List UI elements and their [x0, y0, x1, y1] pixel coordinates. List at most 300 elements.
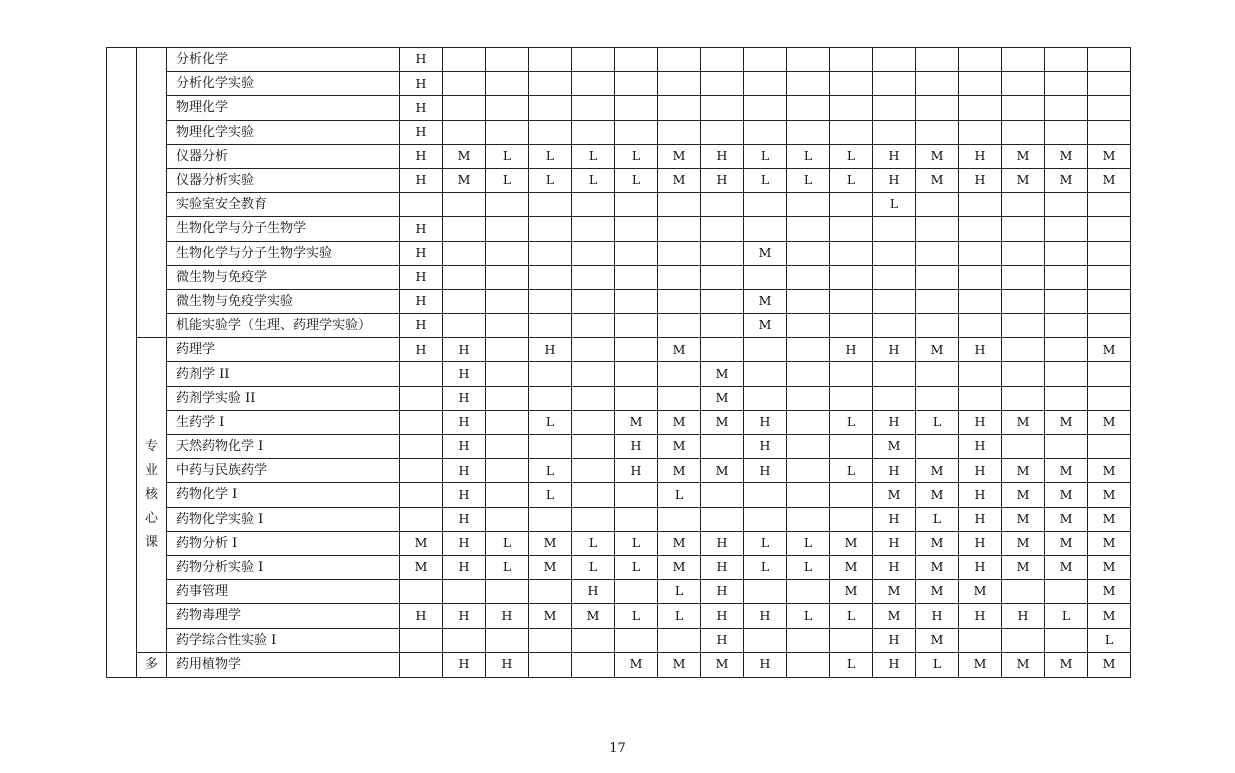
- level-cell: [1002, 580, 1045, 604]
- level-cell: H: [400, 217, 443, 241]
- level-cell: H: [744, 459, 787, 483]
- outer-category-cell: [107, 48, 137, 678]
- level-cell: M: [1088, 144, 1131, 168]
- level-cell: [615, 507, 658, 531]
- level-cell: [443, 217, 486, 241]
- level-cell: M: [1088, 507, 1131, 531]
- level-cell: [959, 265, 1002, 289]
- level-cell: [443, 193, 486, 217]
- level-cell: L: [658, 483, 701, 507]
- level-cell: [572, 459, 615, 483]
- level-cell: [1002, 217, 1045, 241]
- level-cell: M: [873, 580, 916, 604]
- level-cell: [615, 193, 658, 217]
- level-cell: [658, 289, 701, 313]
- level-cell: [400, 652, 443, 677]
- level-cell: M: [1088, 580, 1131, 604]
- level-cell: M: [658, 652, 701, 677]
- level-cell: L: [830, 604, 873, 628]
- level-cell: M: [1088, 338, 1131, 362]
- level-cell: [486, 241, 529, 265]
- requirement-matrix-table: [106, 47, 1131, 678]
- level-cell: [1045, 241, 1088, 265]
- level-cell: H: [443, 531, 486, 555]
- level-cell: H: [400, 241, 443, 265]
- level-cell: [615, 483, 658, 507]
- level-cell: [486, 459, 529, 483]
- level-cell: H: [400, 604, 443, 628]
- level-cell: M: [1045, 555, 1088, 579]
- level-cell: [400, 435, 443, 459]
- level-cell: [787, 435, 830, 459]
- level-cell: [400, 628, 443, 652]
- level-cell: M: [658, 410, 701, 434]
- level-cell: H: [744, 652, 787, 677]
- course-name-cell: 仪器分析实验: [167, 168, 400, 192]
- level-cell: [615, 217, 658, 241]
- level-cell: [744, 362, 787, 386]
- level-cell: L: [572, 555, 615, 579]
- level-cell: [873, 217, 916, 241]
- level-cell: [701, 72, 744, 96]
- level-cell: [1002, 314, 1045, 338]
- level-cell: H: [701, 555, 744, 579]
- level-cell: [486, 435, 529, 459]
- course-name-cell: 分析化学: [167, 48, 400, 72]
- level-cell: M: [658, 531, 701, 555]
- level-cell: [615, 265, 658, 289]
- level-cell: [572, 483, 615, 507]
- level-cell: H: [873, 168, 916, 192]
- level-cell: H: [701, 628, 744, 652]
- level-cell: [1045, 265, 1088, 289]
- level-cell: [701, 217, 744, 241]
- level-cell: [830, 193, 873, 217]
- level-cell: [615, 289, 658, 313]
- level-cell: [658, 628, 701, 652]
- level-cell: H: [1002, 604, 1045, 628]
- level-cell: H: [400, 168, 443, 192]
- level-cell: [486, 628, 529, 652]
- level-cell: [1045, 435, 1088, 459]
- level-cell: H: [443, 483, 486, 507]
- level-cell: M: [1088, 652, 1131, 677]
- level-cell: [572, 507, 615, 531]
- level-cell: [873, 48, 916, 72]
- level-cell: M: [658, 435, 701, 459]
- level-cell: [529, 289, 572, 313]
- level-cell: [873, 386, 916, 410]
- level-cell: [529, 265, 572, 289]
- level-cell: H: [959, 144, 1002, 168]
- level-cell: M: [1045, 507, 1088, 531]
- level-cell: [830, 48, 873, 72]
- level-cell: [443, 628, 486, 652]
- table-row: [107, 483, 1131, 507]
- level-cell: M: [658, 168, 701, 192]
- level-cell: [787, 386, 830, 410]
- level-cell: [830, 289, 873, 313]
- course-name-cell: 药用植物学: [167, 652, 400, 677]
- level-cell: H: [959, 555, 1002, 579]
- level-cell: M: [916, 580, 959, 604]
- level-cell: H: [959, 531, 1002, 555]
- level-cell: M: [916, 628, 959, 652]
- level-cell: [658, 362, 701, 386]
- level-cell: [443, 314, 486, 338]
- level-cell: [701, 120, 744, 144]
- level-cell: H: [701, 580, 744, 604]
- level-cell: [1002, 362, 1045, 386]
- level-cell: [744, 483, 787, 507]
- level-cell: [744, 48, 787, 72]
- level-cell: H: [873, 628, 916, 652]
- level-cell: H: [873, 410, 916, 434]
- level-cell: H: [443, 459, 486, 483]
- course-name-cell: 物理化学: [167, 96, 400, 120]
- level-cell: H: [400, 48, 443, 72]
- level-cell: M: [1045, 483, 1088, 507]
- level-cell: [916, 386, 959, 410]
- level-cell: [400, 386, 443, 410]
- level-cell: [744, 217, 787, 241]
- level-cell: H: [959, 435, 1002, 459]
- level-cell: [1002, 72, 1045, 96]
- level-cell: L: [787, 144, 830, 168]
- level-cell: [400, 507, 443, 531]
- level-cell: [701, 241, 744, 265]
- level-cell: [873, 289, 916, 313]
- level-cell: [701, 483, 744, 507]
- level-cell: L: [787, 604, 830, 628]
- table-row: [107, 386, 1131, 410]
- level-cell: [1002, 289, 1045, 313]
- level-cell: [443, 265, 486, 289]
- level-cell: H: [615, 435, 658, 459]
- level-cell: [744, 265, 787, 289]
- level-cell: H: [701, 168, 744, 192]
- category-cell: [137, 48, 167, 338]
- level-cell: [1088, 435, 1131, 459]
- category-cell: 多: [137, 652, 167, 677]
- level-cell: [959, 48, 1002, 72]
- table-row: [107, 193, 1131, 217]
- level-cell: [572, 241, 615, 265]
- level-cell: [1088, 386, 1131, 410]
- level-cell: [658, 120, 701, 144]
- level-cell: L: [830, 652, 873, 677]
- level-cell: L: [830, 168, 873, 192]
- level-cell: [400, 193, 443, 217]
- level-cell: [744, 580, 787, 604]
- level-cell: M: [1002, 555, 1045, 579]
- level-cell: [486, 265, 529, 289]
- level-cell: [959, 217, 1002, 241]
- level-cell: H: [615, 459, 658, 483]
- level-cell: M: [529, 531, 572, 555]
- level-cell: [615, 386, 658, 410]
- level-cell: [1045, 120, 1088, 144]
- course-name-cell: 机能实验学（生理、药理学实验）: [167, 314, 400, 338]
- level-cell: L: [1045, 604, 1088, 628]
- level-cell: [529, 314, 572, 338]
- level-cell: M: [959, 580, 1002, 604]
- level-cell: [1002, 120, 1045, 144]
- level-cell: [529, 217, 572, 241]
- level-cell: [830, 120, 873, 144]
- level-cell: [658, 217, 701, 241]
- level-cell: H: [400, 314, 443, 338]
- level-cell: H: [959, 338, 1002, 362]
- level-cell: [443, 289, 486, 313]
- level-cell: M: [1088, 459, 1131, 483]
- level-cell: [529, 362, 572, 386]
- level-cell: [701, 289, 744, 313]
- level-cell: H: [443, 507, 486, 531]
- level-cell: M: [1088, 555, 1131, 579]
- level-cell: [744, 507, 787, 531]
- course-name-cell: 药物化学 I: [167, 483, 400, 507]
- level-cell: [959, 289, 1002, 313]
- level-cell: [615, 338, 658, 362]
- level-cell: [1045, 386, 1088, 410]
- level-cell: [486, 410, 529, 434]
- level-cell: [400, 362, 443, 386]
- level-cell: [1002, 386, 1045, 410]
- level-cell: M: [1088, 604, 1131, 628]
- level-cell: L: [916, 652, 959, 677]
- level-cell: [959, 241, 1002, 265]
- table-row: [107, 120, 1131, 144]
- level-cell: [787, 338, 830, 362]
- level-cell: [572, 410, 615, 434]
- level-cell: H: [873, 555, 916, 579]
- level-cell: M: [1045, 531, 1088, 555]
- level-cell: [1002, 265, 1045, 289]
- level-cell: M: [615, 652, 658, 677]
- level-cell: M: [701, 386, 744, 410]
- level-cell: L: [486, 531, 529, 555]
- level-cell: [572, 386, 615, 410]
- level-cell: [572, 289, 615, 313]
- level-cell: [1002, 48, 1045, 72]
- level-cell: [1088, 265, 1131, 289]
- table-row: [107, 362, 1131, 386]
- level-cell: [701, 96, 744, 120]
- level-cell: L: [830, 144, 873, 168]
- level-cell: M: [744, 314, 787, 338]
- level-cell: [787, 265, 830, 289]
- level-cell: [1045, 314, 1088, 338]
- course-name-cell: 微生物与免疫学: [167, 265, 400, 289]
- level-cell: H: [959, 483, 1002, 507]
- table-row: [107, 435, 1131, 459]
- level-cell: M: [1088, 168, 1131, 192]
- level-cell: [830, 628, 873, 652]
- level-cell: [443, 241, 486, 265]
- level-cell: [1045, 580, 1088, 604]
- level-cell: M: [830, 555, 873, 579]
- level-cell: [1045, 193, 1088, 217]
- level-cell: M: [572, 604, 615, 628]
- level-cell: [873, 96, 916, 120]
- level-cell: M: [701, 652, 744, 677]
- level-cell: [658, 507, 701, 531]
- level-cell: [486, 338, 529, 362]
- course-name-cell: 药物分析 I: [167, 531, 400, 555]
- level-cell: L: [486, 168, 529, 192]
- level-cell: L: [787, 555, 830, 579]
- level-cell: [572, 217, 615, 241]
- table-row: [107, 628, 1131, 652]
- level-cell: M: [916, 483, 959, 507]
- level-cell: H: [959, 604, 1002, 628]
- table-row: [107, 604, 1131, 628]
- level-cell: H: [529, 338, 572, 362]
- level-cell: [873, 120, 916, 144]
- level-cell: M: [1045, 144, 1088, 168]
- level-cell: [529, 72, 572, 96]
- level-cell: [787, 410, 830, 434]
- level-cell: [572, 362, 615, 386]
- level-cell: [916, 435, 959, 459]
- level-cell: M: [701, 459, 744, 483]
- level-cell: [1002, 628, 1045, 652]
- level-cell: H: [701, 144, 744, 168]
- level-cell: [873, 314, 916, 338]
- level-cell: [1088, 289, 1131, 313]
- level-cell: H: [959, 168, 1002, 192]
- level-cell: [1002, 435, 1045, 459]
- level-cell: M: [830, 580, 873, 604]
- level-cell: [873, 362, 916, 386]
- level-cell: [701, 48, 744, 72]
- level-cell: M: [701, 410, 744, 434]
- level-cell: [787, 362, 830, 386]
- course-name-cell: 药剂学实验 II: [167, 386, 400, 410]
- level-cell: [572, 120, 615, 144]
- level-cell: M: [873, 604, 916, 628]
- level-cell: [1088, 314, 1131, 338]
- level-cell: [658, 265, 701, 289]
- table-row: [107, 410, 1131, 434]
- level-cell: [443, 120, 486, 144]
- level-cell: [572, 193, 615, 217]
- level-cell: H: [744, 435, 787, 459]
- level-cell: [916, 241, 959, 265]
- level-cell: [1002, 96, 1045, 120]
- level-cell: [701, 338, 744, 362]
- level-cell: [1088, 48, 1131, 72]
- level-cell: H: [701, 604, 744, 628]
- level-cell: L: [572, 531, 615, 555]
- level-cell: [486, 386, 529, 410]
- level-cell: [744, 96, 787, 120]
- level-cell: [443, 72, 486, 96]
- level-cell: [830, 72, 873, 96]
- level-cell: H: [830, 338, 873, 362]
- level-cell: M: [1002, 168, 1045, 192]
- level-cell: [529, 507, 572, 531]
- level-cell: [529, 435, 572, 459]
- level-cell: H: [400, 289, 443, 313]
- level-cell: H: [443, 362, 486, 386]
- level-cell: [830, 265, 873, 289]
- level-cell: H: [873, 338, 916, 362]
- level-cell: L: [615, 144, 658, 168]
- level-cell: [744, 386, 787, 410]
- level-cell: [787, 72, 830, 96]
- table-row: [107, 168, 1131, 192]
- level-cell: H: [443, 386, 486, 410]
- level-cell: M: [916, 555, 959, 579]
- level-cell: [529, 241, 572, 265]
- level-cell: [658, 48, 701, 72]
- level-cell: [916, 362, 959, 386]
- course-name-cell: 中药与民族药学: [167, 459, 400, 483]
- level-cell: [615, 72, 658, 96]
- level-cell: [787, 652, 830, 677]
- level-cell: H: [959, 459, 1002, 483]
- level-cell: [658, 386, 701, 410]
- level-cell: H: [443, 604, 486, 628]
- level-cell: M: [1045, 652, 1088, 677]
- level-cell: [959, 386, 1002, 410]
- level-cell: [916, 314, 959, 338]
- level-cell: H: [873, 652, 916, 677]
- level-cell: M: [1002, 652, 1045, 677]
- level-cell: M: [873, 483, 916, 507]
- level-cell: [1088, 120, 1131, 144]
- level-cell: [443, 580, 486, 604]
- level-cell: [787, 193, 830, 217]
- level-cell: [486, 96, 529, 120]
- level-cell: [486, 289, 529, 313]
- course-name-cell: 生药学 I: [167, 410, 400, 434]
- level-cell: [830, 435, 873, 459]
- level-cell: [830, 362, 873, 386]
- course-name-cell: 天然药物化学 I: [167, 435, 400, 459]
- level-cell: [1045, 628, 1088, 652]
- level-cell: [830, 507, 873, 531]
- level-cell: [916, 96, 959, 120]
- level-cell: L: [744, 531, 787, 555]
- level-cell: [1088, 72, 1131, 96]
- level-cell: H: [400, 120, 443, 144]
- level-cell: [572, 48, 615, 72]
- level-cell: H: [400, 96, 443, 120]
- level-cell: M: [916, 531, 959, 555]
- level-cell: H: [443, 652, 486, 677]
- level-cell: M: [916, 338, 959, 362]
- level-cell: M: [1002, 144, 1045, 168]
- level-cell: M: [916, 459, 959, 483]
- level-cell: M: [701, 362, 744, 386]
- level-cell: [787, 628, 830, 652]
- level-cell: [572, 72, 615, 96]
- table-row: [107, 289, 1131, 313]
- level-cell: [701, 507, 744, 531]
- level-cell: M: [658, 144, 701, 168]
- level-cell: L: [1088, 628, 1131, 652]
- level-cell: [572, 314, 615, 338]
- level-cell: H: [744, 410, 787, 434]
- level-cell: [1088, 217, 1131, 241]
- level-cell: L: [916, 507, 959, 531]
- level-cell: [529, 193, 572, 217]
- level-cell: [615, 628, 658, 652]
- level-cell: [615, 48, 658, 72]
